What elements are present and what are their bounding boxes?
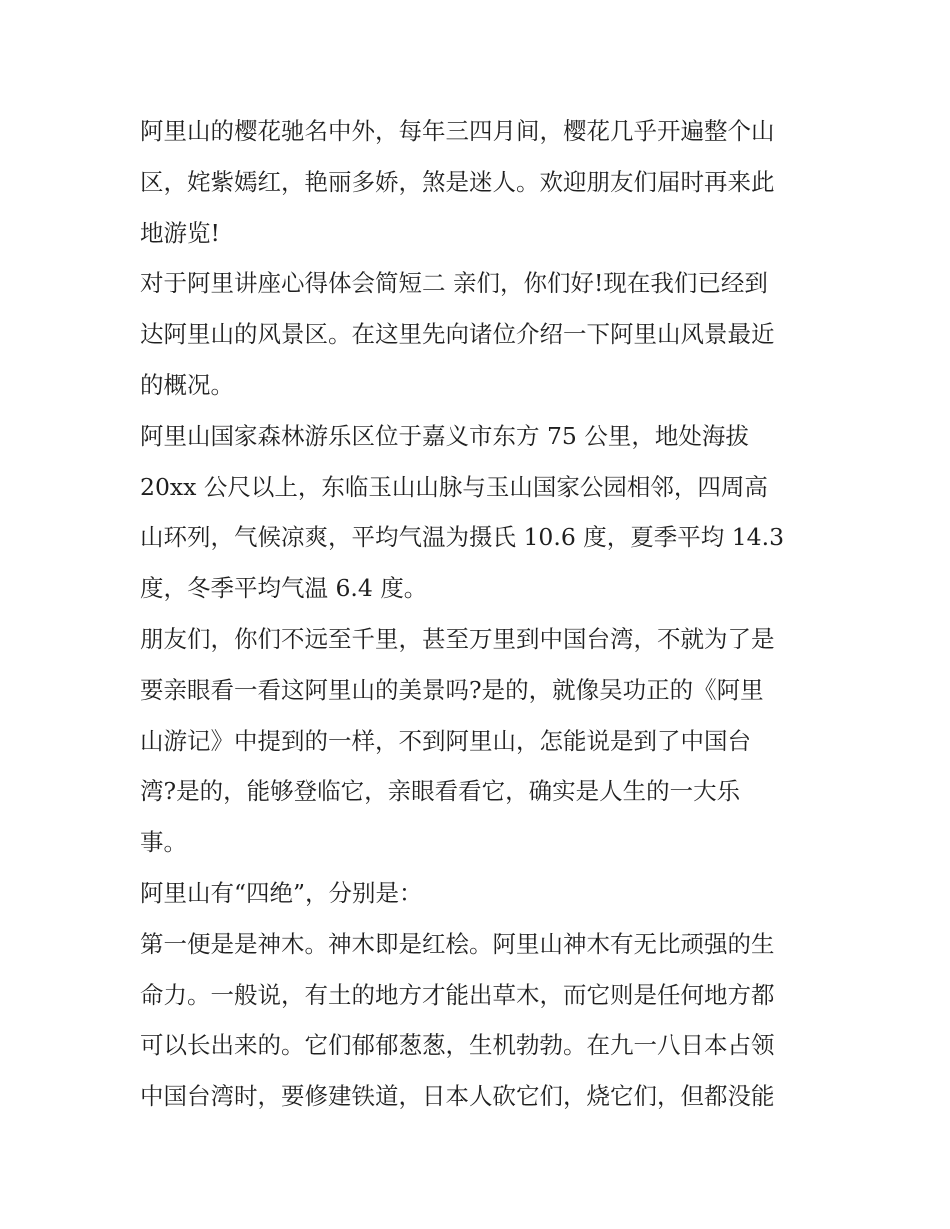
text-line: 区，姹紫嫣红，艳丽多娇，煞是迷人。欢迎朋友们届时再来此 (140, 167, 775, 196)
paragraph-friends (140, 614, 820, 868)
text-line: 命力。一般说，有土的地方才能出草木，而它则是任何地方都 (140, 980, 775, 1009)
paragraph-four-wonders (140, 868, 820, 919)
paragraph-greeting (140, 258, 820, 410)
text-line: 可以长出来的。它们郁郁葱葱，生机勃勃。在九一八日本占领 (140, 1031, 775, 1060)
text-line: 阿里山有“四绝”，分别是： (140, 878, 423, 907)
text-line: 湾?是的，能够登临它，亲眼看看它，确实是人生的一大乐 (140, 777, 741, 806)
text-line: 朋友们，你们不远至千里，甚至万里到中国台湾，不就为了是 (140, 624, 775, 653)
text-line: 阿里山的樱花驰名中外，每年三四月间，樱花几乎开遍整个山 (140, 117, 775, 145)
paragraph-cherry-blossom (140, 106, 820, 258)
text-line: 事。 (140, 828, 187, 857)
text-line: 山环列，气候凉爽，平均气温为摄氏 10.6 度，夏季平均 14.3 (140, 523, 785, 552)
text-line: 中国台湾时，要修建铁道，日本人砍它们，烧它们，但都没能 (140, 1082, 775, 1111)
text-line: 度，冬季平均气温 6.4 度。 (140, 574, 428, 603)
text-line: 要亲眼看一看这阿里山的美景吗?是的，就像吴功正的《阿里 (140, 675, 764, 704)
text-line: 地游览! (140, 218, 220, 247)
document-body (140, 106, 820, 1122)
text-line: 20xx 公尺以上，东临玉山山脉与玉山国家公园相邻，四周高 (140, 472, 768, 501)
text-line: 的概况。 (140, 370, 234, 399)
text-line: 第一便是是神木。神木即是红桧。阿里山神木有无比顽强的生 (140, 929, 775, 958)
text-line: 对于阿里讲座心得体会简短二 亲们，你们好!现在我们已经到 (140, 269, 768, 298)
paragraph-sacred-tree (140, 919, 820, 1122)
text-line: 达阿里山的风景区。在这里先向诸位介绍一下阿里山风景最近 (140, 320, 775, 349)
text-line: 阿里山国家森林游乐区位于嘉义市东方 75 公里，地处海拔 (140, 421, 749, 450)
text-line: 山游记》中提到的一样，不到阿里山，怎能说是到了中国台 (140, 726, 751, 755)
paragraph-park-overview (140, 411, 820, 614)
